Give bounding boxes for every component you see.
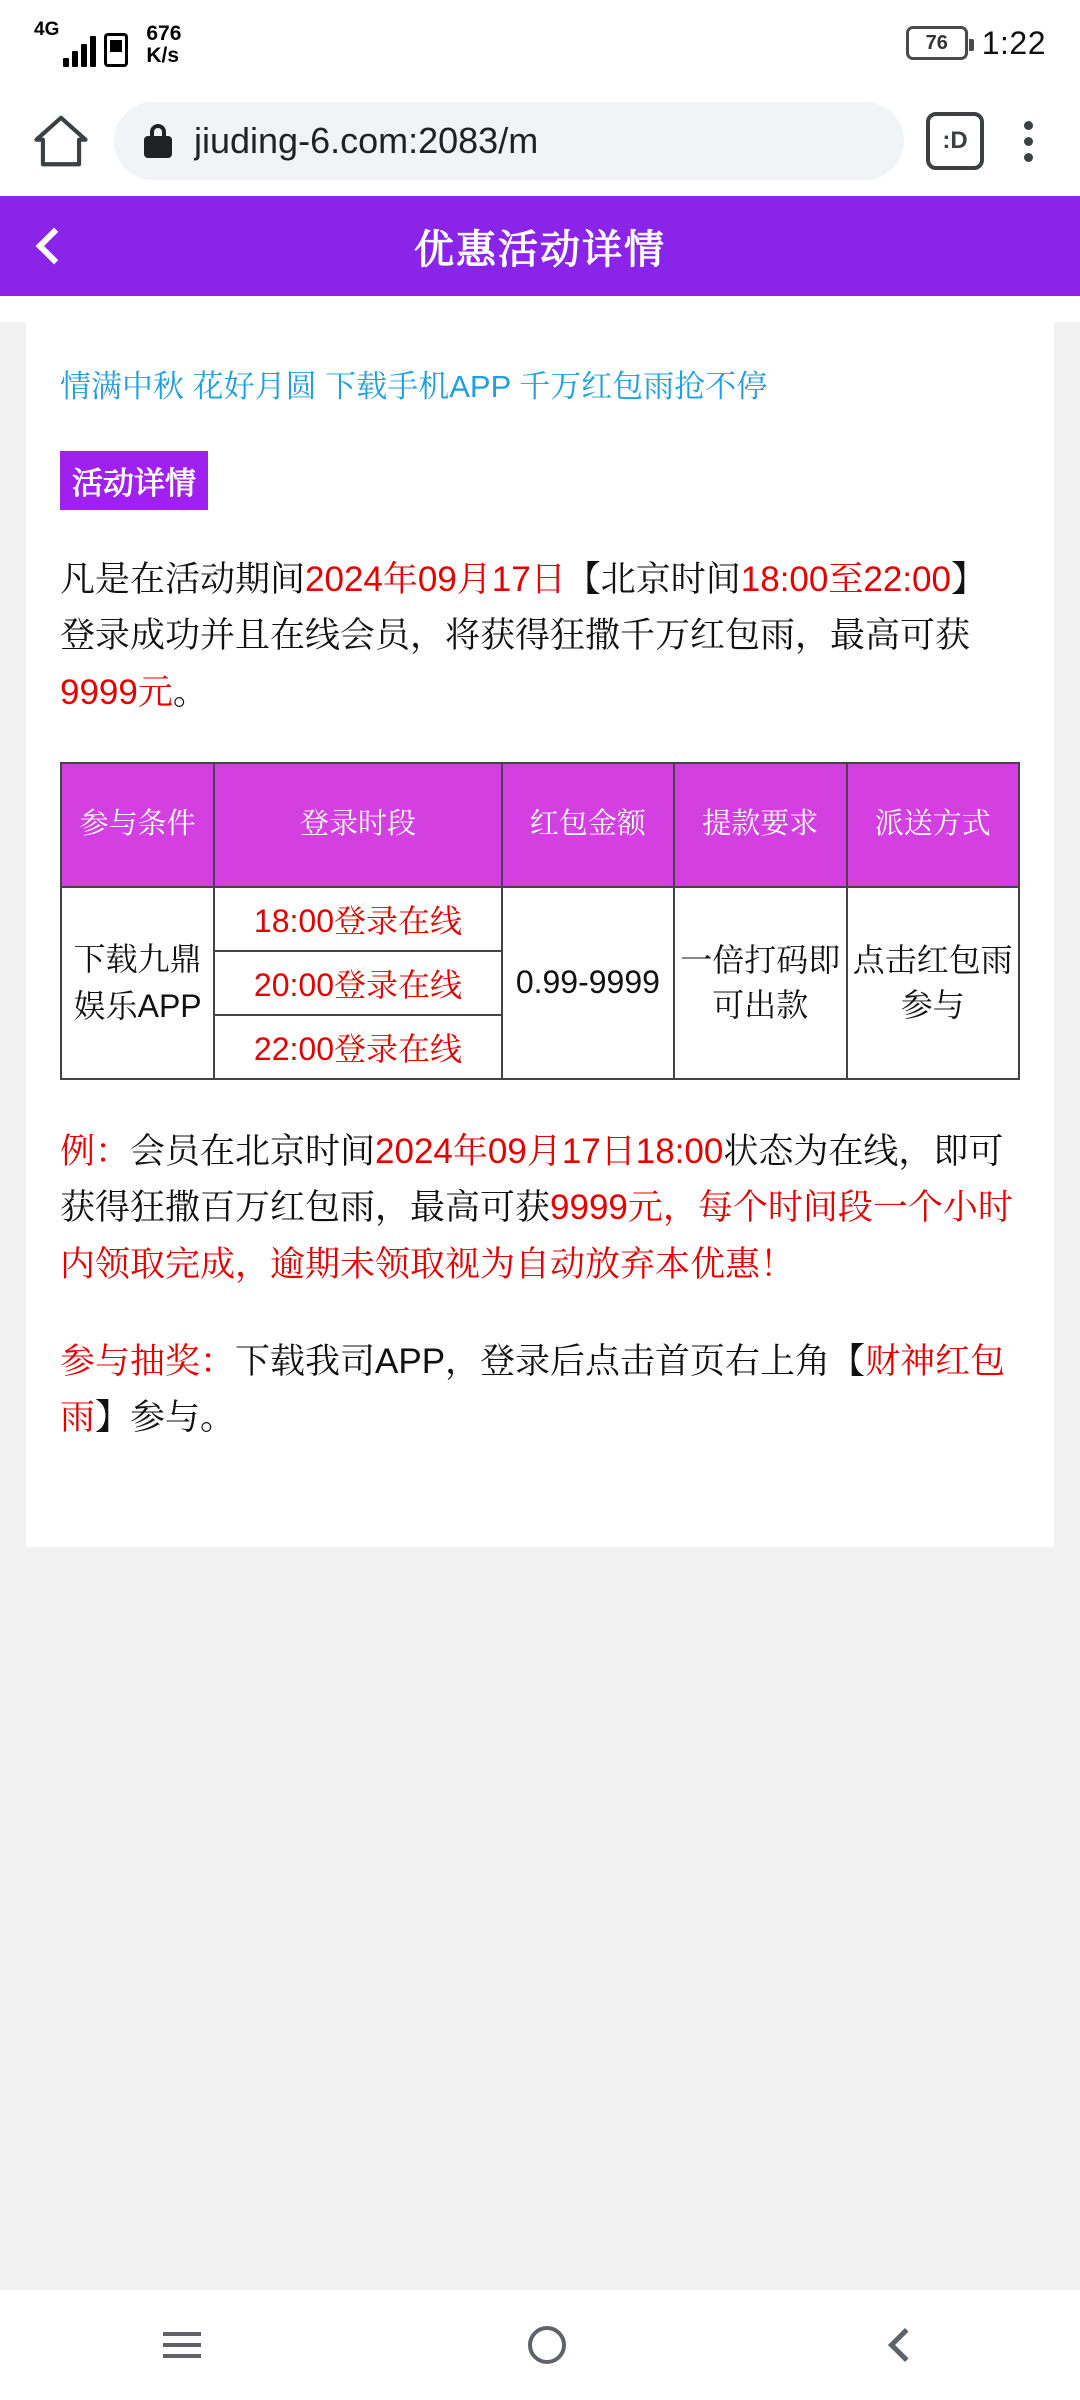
join-text-2: 】参与。	[95, 1398, 236, 1438]
status-bar-left	[34, 20, 181, 67]
table-header-delivery: 派送方式	[847, 763, 1019, 887]
browser-toolbar	[0, 86, 1080, 196]
intro-text-2: 【北京时间	[565, 559, 741, 599]
sim-card-icon	[104, 33, 128, 67]
status-bar-right	[906, 25, 1046, 62]
cell-amount: 0.99-9999	[502, 887, 674, 1079]
join-paragraph	[60, 1334, 1020, 1447]
battery-percent-label: 76	[925, 31, 948, 54]
example-text-2: 状态为在线，即可获得狂撒百万红包雨，最高可获	[60, 1131, 1004, 1228]
cell-time-slot-3: 22:00登录在线	[214, 1015, 501, 1079]
table-header-time-slot: 登录时段	[214, 763, 501, 887]
table-header-condition: 参与条件	[61, 763, 214, 887]
status-bar	[0, 0, 1080, 86]
signal-group	[34, 20, 128, 67]
home-icon-svg	[30, 110, 92, 172]
example-max-amount: 9999元	[550, 1188, 663, 1228]
recent-apps-icon[interactable]	[163, 2332, 201, 2358]
example-datetime: 2024年09月17日18:00	[375, 1131, 724, 1171]
table-row	[61, 887, 1019, 951]
cell-requirement: 一倍打码即可出款	[674, 887, 846, 1079]
table-body	[61, 887, 1019, 1079]
battery-icon	[906, 26, 968, 60]
activity-table	[60, 762, 1020, 1080]
home-icon[interactable]	[30, 110, 92, 172]
join-label: 参与抽奖：	[60, 1341, 236, 1381]
intro-max-amount: 9999元	[60, 672, 173, 712]
cell-time-slot-1: 18:00登录在线	[214, 887, 501, 951]
table-header-amount: 红包金额	[502, 763, 674, 887]
data-speed	[146, 23, 181, 67]
promo-headline: 情满中秋 花好月圆 下载手机APP 千万红包雨抢不停	[60, 369, 768, 404]
data-speed-value: 676	[146, 21, 182, 45]
table-header-requirement: 提款要求	[674, 763, 846, 887]
example-paragraph	[60, 1124, 1020, 1294]
tab-switcher-button[interactable]	[926, 112, 984, 170]
join-text-1: 下载我司APP，登录后点击首页右上角【	[235, 1341, 866, 1381]
intro-text-4: 。	[172, 672, 208, 712]
intro-time-range: 18:00至22:00	[740, 559, 951, 599]
url-text: jiuding-6.com:2083/m	[194, 120, 539, 161]
join-entry-name: 财神红包雨	[60, 1341, 1006, 1438]
status-clock: 1:22	[981, 24, 1046, 61]
url-bar[interactable]	[114, 102, 904, 180]
browser-menu-icon[interactable]	[1006, 121, 1050, 162]
example-text-3: ，每个时间段一个小时内领取完成，逾期未领取视为自动放弃本优惠！	[60, 1188, 1013, 1284]
intro-date: 2024年09月17日	[305, 559, 566, 599]
example-text-1: 会员在北京时间	[130, 1131, 376, 1171]
intro-text-1: 凡是在活动期间	[60, 559, 306, 599]
signal-bars-icon	[63, 33, 96, 67]
system-nav-bar	[0, 2290, 1080, 2400]
section-tag-activity-details: 活动详情	[60, 451, 208, 510]
promotion-card	[26, 322, 1054, 1547]
tab-count-label: :D	[942, 127, 968, 154]
page-title: 优惠活动详情	[414, 227, 666, 272]
data-speed-unit: K/s	[146, 43, 180, 67]
example-label: 例：	[60, 1131, 131, 1171]
lock-icon	[144, 124, 172, 158]
cell-delivery: 点击红包雨参与	[847, 887, 1019, 1079]
system-back-icon[interactable]	[893, 2333, 917, 2357]
network-type-label: 4G	[34, 18, 60, 40]
intro-paragraph	[60, 552, 1020, 722]
home-circle-icon[interactable]	[528, 2326, 566, 2364]
cell-condition: 下载九鼎娱乐APP	[61, 887, 214, 1079]
intro-text-3: 】登录成功并且在线会员，将获得狂撒千万红包雨，最高可获	[60, 559, 986, 656]
page-header	[0, 196, 1080, 296]
table-header	[61, 763, 1019, 887]
page-body	[0, 322, 1080, 2400]
table-header-row	[61, 763, 1019, 887]
cell-time-slot-2: 20:00登录在线	[214, 951, 501, 1015]
